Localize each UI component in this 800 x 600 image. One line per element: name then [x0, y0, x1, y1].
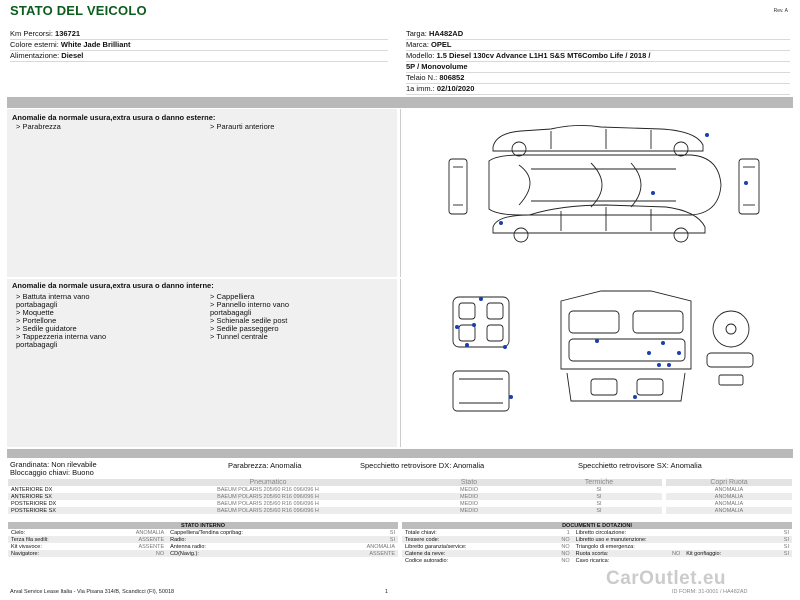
internal-list-col1 [16, 293, 196, 349]
internal-heading: Anomalie da normale usura,extra usura o danno interne: [12, 281, 214, 290]
bloccaggio-status: Bloccaggio chiavi: Buono [10, 468, 94, 477]
internal-list-col2 [210, 293, 390, 341]
car-interior-outline-icon [401, 279, 794, 447]
section-divider [7, 97, 793, 108]
table-row: Navigatore: NO CD(Navig.): ASSENTE [8, 550, 398, 557]
specchietto-sx-status: Specchietto retrovisore SX: Anomalia [578, 461, 702, 470]
tyres-table [8, 479, 662, 514]
internal-car-diagram [400, 279, 794, 447]
external-anomalies-panel [7, 109, 397, 277]
list-item: > Tunnel centrale [210, 332, 268, 341]
footer-page: 1 [385, 589, 389, 595]
table-row: ANOMALIA [666, 486, 792, 493]
external-car-diagram [400, 109, 794, 277]
info-alimentazione: Alimentazione: Diesel [10, 50, 388, 62]
footer-company: Arval Service Lease Italia - Via Pisana 314/B, Scandicci (FI), 50018 [10, 589, 175, 595]
tyres-header: Pneumatico Stato Termiche [8, 479, 662, 486]
summary-left [10, 461, 97, 477]
info-modello: Modello: 1.5 Diesel 130cv Advance L1H1 S&S MT6Combo Life / 2018 / [406, 50, 790, 62]
parabrezza-status: Parabrezza: Anomalia [228, 461, 302, 470]
specchietto-dx-status: Specchietto retrovisore DX: Anomalia [360, 461, 485, 470]
documenti-table [402, 522, 792, 564]
watermark-logo: CarOutlet.eu [606, 568, 727, 589]
list-item: > Tappezzeria interna vano [16, 332, 107, 341]
info-colore: Colore esterni: White Jade Brilliant [10, 39, 388, 51]
table-row: Tessere code: NO Libretto uso e manutenzione: SI [402, 536, 792, 543]
list-item: > Pannello interno vano [210, 300, 290, 309]
info-km: Km Percorsi: 136721 [10, 28, 388, 40]
copri-ruota-table: Copri Ruota ANOMALIA ANOMALIA ANOMALIA ANOMALIA [666, 479, 792, 514]
page-title: STATO DEL VEICOLO [10, 3, 147, 18]
car-exterior-outline-icon [401, 109, 794, 277]
stato-interno-table [8, 522, 398, 557]
table-row: Totale chiavi: 1 Libretto circolazione: SI [402, 529, 792, 536]
footer-ref: ID FORM: 31-0001 / HA482AD [672, 589, 748, 595]
list-item: > Portellone [16, 316, 57, 325]
revision-label: Rev. A [773, 8, 788, 14]
info-immatricolazione: 1a imm.: 02/10/2020 [406, 83, 790, 95]
list-item: > Cappelliera [210, 292, 255, 301]
external-heading: Anomalie da normale usura,extra usura o danno esterne: [12, 113, 216, 122]
table-row: ANOMALIA [666, 500, 792, 507]
list-item: > Sedile guidatore [16, 324, 77, 333]
table-row: ANOMALIA [666, 507, 792, 514]
info-modello-cont: 5P / Monovolume [406, 61, 790, 73]
external-list-col2 [210, 123, 274, 131]
list-item: > Parabrezza [16, 122, 61, 131]
table-row: Codice autoradio: NO Cavo ricarica: [402, 557, 792, 564]
table-row: ANTERIORE DX BAEUM POLARIS 205/60 R16 096/096 H MEDIO SI [8, 486, 662, 493]
list-item: > Paraurti anteriore [210, 122, 275, 131]
table-row: POSTERIORE SX BAEUM POLARIS 205/60 R16 096/096 H MEDIO SI [8, 507, 662, 514]
info-targa: Targa: HA482AD [406, 28, 790, 40]
table-row: ANTERIORE SX BAEUM POLARIS 205/60 R16 096/096 H MEDIO SI [8, 493, 662, 500]
info-marca: Marca: OPEL [406, 39, 790, 51]
table-row: Terza fila sedili: ASSENTE Radio: SI [8, 536, 398, 543]
list-item: portabagagli [210, 308, 252, 317]
info-telaio: Telaio N.: 806852 [406, 72, 790, 84]
documenti-title: DOCUMENTI E DOTAZIONI [402, 522, 792, 529]
internal-anomalies-panel [7, 279, 397, 447]
list-item: portabagagli [16, 340, 58, 349]
table-row: POSTERIORE DX BAEUM POLARIS 205/60 R16 096/096 H MEDIO SI [8, 500, 662, 507]
list-item: > Sedile passeggero [210, 324, 279, 333]
table-row: ANOMALIA [666, 493, 792, 500]
list-item: portabagagli [16, 300, 58, 309]
list-item: > Battuta interna vano [16, 292, 90, 301]
table-row: Kit vivavoce: ASSENTE Antenna radio: ANOMALIA [8, 543, 398, 550]
grandinata-status: Grandinata: Non rilevabile [10, 460, 97, 469]
stato-interno-title: STATO INTERNO [8, 522, 398, 529]
external-list-col1 [16, 123, 61, 131]
table-row: Cielo: ANOMALIA Cappelliera/Tendina copribag: SI [8, 529, 398, 536]
section-divider-2 [7, 449, 793, 458]
table-row: Catene da neve: NO Ruota scorta: NO Kit gonfiaggio: SI [402, 550, 792, 557]
list-item: > Moquette [16, 308, 54, 317]
table-row: Libretto garanzia/service: NO Triangolo di emergenza: SI [402, 543, 792, 550]
list-item: > Schienale sedile post [210, 316, 288, 325]
